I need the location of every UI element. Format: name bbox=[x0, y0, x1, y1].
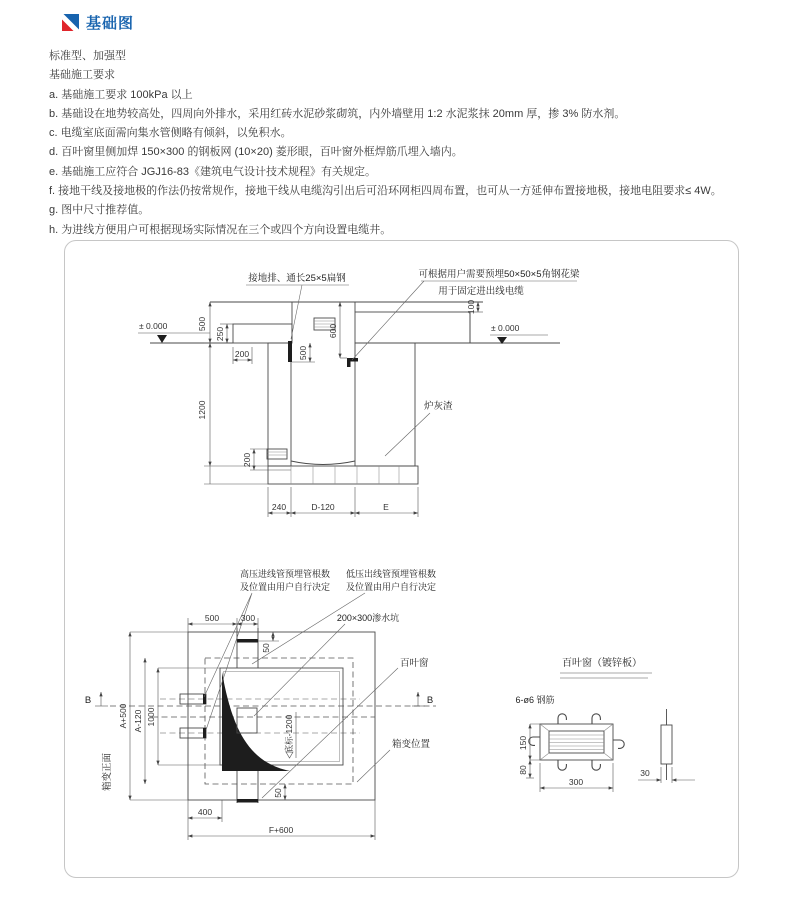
plan-structure bbox=[188, 632, 375, 800]
hv-pipes bbox=[180, 694, 206, 738]
dim-label: F+600 bbox=[268, 825, 294, 835]
dim-label: 250 bbox=[215, 326, 225, 342]
louver-detail-drawing bbox=[515, 656, 695, 792]
datum-right-label: ± 0.000 bbox=[491, 323, 520, 333]
dim-label: A-120 bbox=[133, 709, 143, 733]
ash-callout: 炉灰渣 bbox=[424, 401, 453, 412]
floor-level-label: 底标-1200 bbox=[284, 714, 294, 754]
angle-steel-callout-line1: 可根据用户需要预埋50×50×5角钢花梁 bbox=[418, 269, 580, 280]
dim-label: A+500 bbox=[118, 703, 128, 729]
dim-label: 600 bbox=[328, 323, 338, 339]
section-letter: B bbox=[84, 695, 92, 706]
right-slab bbox=[355, 312, 470, 343]
lv-callout-line1: 低压出线管预埋管根数 bbox=[345, 569, 437, 579]
note-line: b. 基础设在地势较高处，四周向外排水，采用红砖水泥砂浆砌筑，内外墙壁用 1:2 水泥浆抹 20mm 厚，掺 3% 防水剂。 bbox=[49, 107, 626, 120]
intro-line: 基础施工要求 bbox=[49, 69, 115, 82]
section-marker-icon bbox=[62, 14, 79, 31]
note-line: h. 为进线方便用户可根据现场实际情况在三个或四个方向设置电缆井。 bbox=[49, 223, 392, 236]
dim-label: 30 bbox=[640, 768, 650, 778]
dim-label: 300 bbox=[240, 613, 256, 623]
section-letter: B bbox=[426, 695, 434, 706]
bottom-slab bbox=[268, 466, 418, 484]
datum-left-triangle-icon bbox=[157, 335, 167, 343]
box-position-callout: 箱变位置 bbox=[392, 739, 431, 750]
left-slab bbox=[233, 324, 292, 343]
box-front-label: 箱变正面 bbox=[102, 752, 113, 792]
foundation-drawing bbox=[64, 240, 739, 878]
lv-callout-line2: 及位置由用户自行决定 bbox=[345, 582, 437, 592]
note-line: e. 基础施工应符合 JGJ16-83《建筑电气设计技术规程》有关规定。 bbox=[49, 165, 376, 178]
louver-dimensions bbox=[518, 724, 695, 792]
louver-front-view bbox=[529, 714, 624, 770]
louver-side-view bbox=[661, 709, 672, 780]
hv-callout-line1: 高压进线管预埋管根数 bbox=[239, 569, 331, 579]
note-line: a. 基础施工要求 100kPa 以上 bbox=[49, 88, 193, 101]
dim-label: 200 bbox=[234, 349, 250, 359]
rebar-hooks bbox=[529, 714, 624, 770]
dim-label: 50 bbox=[273, 788, 283, 798]
hv-callout-line2: 及位置由用户自行决定 bbox=[239, 582, 331, 592]
left-wall bbox=[268, 343, 291, 466]
dim-label: 80 bbox=[518, 765, 528, 775]
seepage-pit-callout: 200×300渗水坑 bbox=[336, 613, 400, 623]
page-title: 基础图 bbox=[86, 15, 135, 32]
right-wall bbox=[355, 343, 415, 466]
dim-label: 300 bbox=[568, 777, 584, 787]
section-marker-right bbox=[412, 692, 433, 706]
intro-line: 标准型、加强型 bbox=[49, 50, 126, 62]
note-line: d. 百叶窗里侧加焊 150×300 的钢板网 (10×20) 菱形眼，百叶窗外框焊筋爪埋入墙内。 bbox=[49, 146, 463, 159]
note-line: f. 接地干线及接地极的作法仍按常规作，接地干线从电缆沟引出后可沿环网柜四周布置，也可从一方延伸布置接地极，接地电阻要求≤ 4W。 bbox=[49, 185, 722, 198]
dim-label: 200 bbox=[242, 452, 252, 468]
slope-indicator bbox=[222, 672, 290, 771]
seepage-pit bbox=[237, 708, 257, 733]
section-marker-left bbox=[85, 692, 108, 706]
wall-pipe-sleeve bbox=[267, 449, 287, 459]
notes-block bbox=[49, 47, 754, 240]
plan-view-drawing bbox=[85, 568, 436, 840]
louver-detail-title: 百叶窗（镀锌板） bbox=[562, 658, 642, 669]
note-line: g. 图中尺寸推荐值。 bbox=[49, 204, 150, 217]
section-view-drawing bbox=[138, 268, 580, 517]
floor-level-mark bbox=[284, 712, 296, 758]
dim-label: E bbox=[383, 502, 389, 512]
dim-label: 240 bbox=[271, 502, 287, 512]
rebar-callout: 6-ø6 钢筋 bbox=[515, 695, 555, 705]
dim-label: 400 bbox=[197, 807, 213, 817]
angle-steel-callout-line2: 用于固定进出线电缆 bbox=[438, 286, 524, 297]
datum-left-label: ± 0.000 bbox=[139, 321, 168, 331]
dim-label: 100 bbox=[466, 299, 476, 315]
note-line: c. 电缆室底面需向集水管侧略有倾斜，以免积水。 bbox=[49, 127, 292, 140]
dim-label: 1200 bbox=[197, 400, 207, 420]
dim-label: 500 bbox=[298, 345, 308, 361]
dim-label: 500 bbox=[204, 613, 220, 623]
dim-label: 150 bbox=[518, 735, 528, 751]
dim-label: D-120 bbox=[311, 502, 335, 512]
louver-callout: 百叶窗 bbox=[400, 658, 429, 669]
ground-flat-steel-bar bbox=[288, 341, 292, 362]
page-header bbox=[62, 12, 134, 33]
dim-label: 50 bbox=[261, 643, 271, 653]
drawing-panel bbox=[64, 240, 739, 878]
datum-right bbox=[490, 323, 548, 344]
section-brick-walls bbox=[233, 312, 470, 484]
dim-label: 500 bbox=[197, 316, 207, 332]
dim-label: 1000 bbox=[146, 707, 156, 727]
ground-bar-callout: 接地排、通长25×5扁钢 bbox=[248, 273, 346, 284]
